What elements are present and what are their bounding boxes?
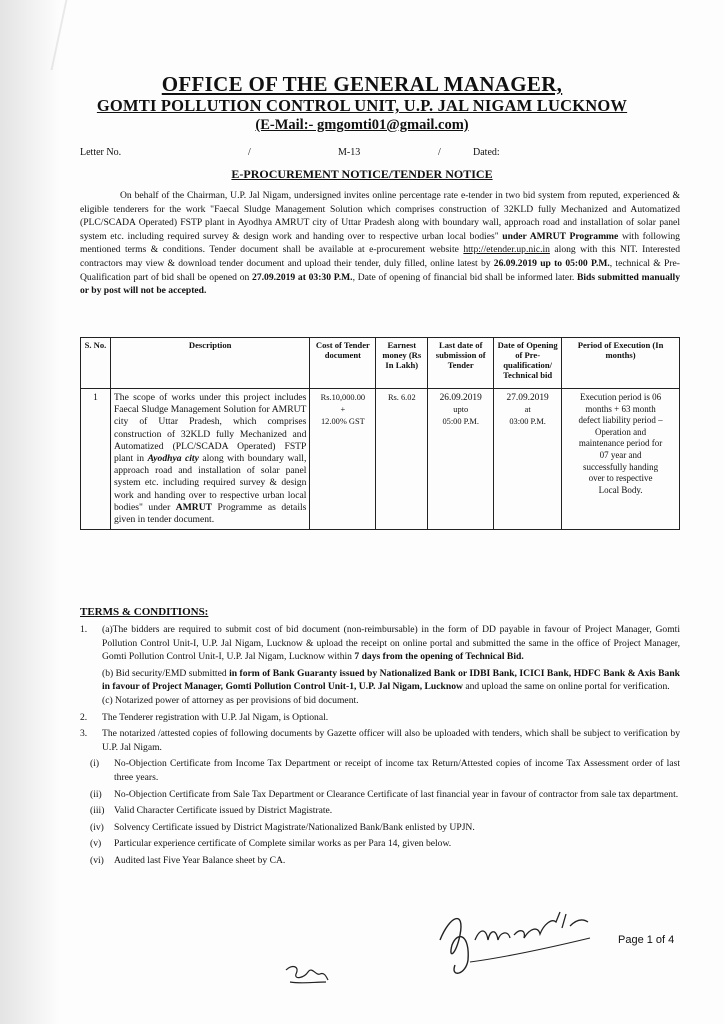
sub-number: (vi) [90,854,104,866]
intro-text-1: On behalf of the Chairman, U.P. Jal Nigam, undersigned invites online percentage rate e-tender in two bid system from reputed, experienced & eligible tenderers for the work "Faecal Sludge Management Solution which comprises construction of 32KLD fully Mechanized and Automatized (PLC/SCADA Operated) FSTP plant in Ayodhya AMRUT city of Uttar Pradesh along with boundary wall, approach road and installation of solar panel system etc. including required survey & design work and handing over to respective urban local bodies" [80,190,680,242]
tender-table [80,337,680,530]
sub-number: (iii) [90,805,105,817]
cell-cost [310,389,376,530]
term-3 [80,727,680,754]
th-sno: S. No. [81,338,111,389]
sub-text: Audited last Five Year Balance sheet by CA. [114,854,286,866]
letter-no-label: Letter No. [80,147,122,158]
term-2-text: The Tenderer registration with U.P. Jal Nigam, is Optional. [102,711,329,723]
term-number: 3. [80,728,88,740]
intro-bold-amrut: under AMRUT Programme [502,230,619,242]
term-1b: (b) Bid security/EMD submitted [102,667,230,679]
term-3-text: The notarized /attested copies of following documents by Gazette officer will also be uploaded with tenders, which shall be subject to verification by U.P. Jal Nigam. [102,728,680,753]
intro-text-2: with following mentioned terms & conditions. Tender document shall be available at e-procurement website [80,230,680,256]
terms-title: TERMS & CONDITIONS: [80,606,209,618]
term-1c: (c) Notarized power of attorney as per provisions of bid document. [102,694,359,706]
cost-plus: + [340,405,346,415]
letter-slash-1: / [248,147,251,158]
sub-number: (v) [90,838,102,850]
office-title: OFFICE OF THE GENERAL MANAGER, [161,72,563,96]
intro-text-4: , technical & Pre-Qualification part of bid shall be opened on [80,257,680,283]
cell-opening-date [494,389,562,530]
email-line: (E-Mail:- gmgomti01@gmail.com) [255,117,469,133]
cell-description [110,389,309,530]
sub-text: Valid Character Certificate issued by District Magistrate. [114,805,333,817]
last-time: 05:00 P.M. [442,417,479,427]
sub-text: Particular experience certificate of Complete similar works as per Para 14, given below. [114,838,452,850]
table-row [81,389,680,530]
terms-list [80,623,680,868]
sub-number: (ii) [90,788,102,800]
page-number: Page 1 of 4 [618,934,675,946]
notice-title: E-PROCUREMENT NOTICE/TENDER NOTICE [231,167,493,181]
cell-emd: Rs. 6.02 [376,389,428,530]
cost-value: Rs.10,000.00 [320,393,366,402]
desc-text-c: Programme as details given in tender document. [113,501,307,526]
th-cost: Cost of Tender document [310,338,376,389]
term-1a-bold: 7 days from the opening of Technical Bid. [354,651,524,663]
table-header-row [81,338,680,389]
term-2 [80,711,680,725]
sub-item [80,788,680,802]
desc-city: Ayodhya city [147,453,199,465]
desc-text-a: The scope of works under this project includes Faecal Sludge Management Solution for AMRUT city of Uttar Pradesh, which comprises construction of 32KLD fully Mechanized and Automatized (PLC/SCADA Operated) FSTP plant in [113,392,307,465]
last-date: 26.09.2019 [439,393,482,403]
sub-item [80,837,680,851]
etender-link[interactable]: http://etender.up.nic.in [463,244,550,256]
cell-period: Execution period is 06 months + 63 month defect liability period – Operation and maintenance period for 07 year and successfully handing over to respective Local Body. [562,389,680,530]
term-1b-end: and upload the same on online portal for verification. [462,681,670,693]
sub-item [80,804,680,818]
last-upto: upto [453,405,469,415]
sub-text: No-Objection Certificate from Sale Tax Department or Clearance Certificate of last financial year in favour of contractor from sale tax department. [114,788,679,800]
term-1a: (a)The bidders are required to submit cost of bid document (non-reimbursable) in the form of DD payable in favour of Project Manager, Gomti Pollution Control Unit-I, U.P. Jal Nigam, Lucknow & upload the receipt on online portal and submitted the same in the office of Project Manager, Gomti Pollution Control Unit-I, U.P. Jal Nigam, Lucknow within [102,624,680,663]
dated-label: Dated: [473,147,500,158]
letter-ref: M-13 [338,147,361,158]
cell-sno: 1 [81,389,111,530]
th-period: Period of Execution (In months) [562,338,680,389]
sub-text: Solvency Certificate issued by District Magistrate/Nationalized Bank/Bank enlisted by UPJN. [114,821,475,833]
intro-text-5: , Date of opening of financial bid shall be informed later. [352,271,577,283]
intro-deadline: 26.09.2019 up to 05:00 P.M. [493,257,610,269]
intro-paragraph [80,189,680,298]
th-opening-date: Date of Opening of Pre-qualification/ Technical bid [494,338,562,389]
scan-shadow [0,0,60,1024]
desc-amrut: AMRUT [175,501,213,513]
term-1b-bold: in form of Bank Guaranty issued by Nationalized Bank or IDBI Bank, ICICI Bank, HDFC Bank & Axis Bank in favour of Project Manager, Gomti Pollution Control Unit-1, U.P. Jal Nigam, Lucknow [102,667,680,693]
unit-title: GOMTI POLLUTION CONTROL UNIT, U.P. JAL NIGAM LUCKNOW [96,96,628,115]
sub-text: No-Objection Certificate from Income Tax Department or receipt of income tax Return/Attested copies of income Tax Assessment order of last three years. [114,758,680,783]
sub-number: (i) [90,758,100,770]
sub-number: (iv) [90,821,104,833]
intro-no-manual-bids: Bids submitted manually or by post will not be accepted. [80,271,680,297]
initials-mark [282,960,332,988]
sub-item [80,821,680,835]
term-1 [80,623,680,708]
th-last-date: Last date of submission of Tender [428,338,494,389]
sub-item [80,854,680,868]
desc-text-b: along with boundary wall, approach road and installation of solar panel system etc. including required survey & design work and handing over to respective urban local bodies" under [113,453,307,513]
cell-last-date [428,389,494,530]
open-date: 27.09.2019 [506,393,549,403]
th-description: Description [110,338,309,389]
term-number: 1. [80,624,88,635]
letter-slash-2: / [438,147,441,158]
sub-item [80,757,680,784]
cost-gst: 12.00% GST [320,417,365,427]
open-at: at [524,405,531,415]
open-time: 03:00 P.M. [509,417,546,427]
intro-opening: 27.09.2019 at 03:30 P.M. [252,271,353,283]
handwritten-signature [430,900,600,980]
intro-text-3: along with this NIT. Interested contractors may view & download tender document and upload their tender, duly filled, online latest by [80,244,680,269]
term-number: 2. [80,711,88,723]
th-emd: Earnest money (Rs In Lakh) [376,338,428,389]
